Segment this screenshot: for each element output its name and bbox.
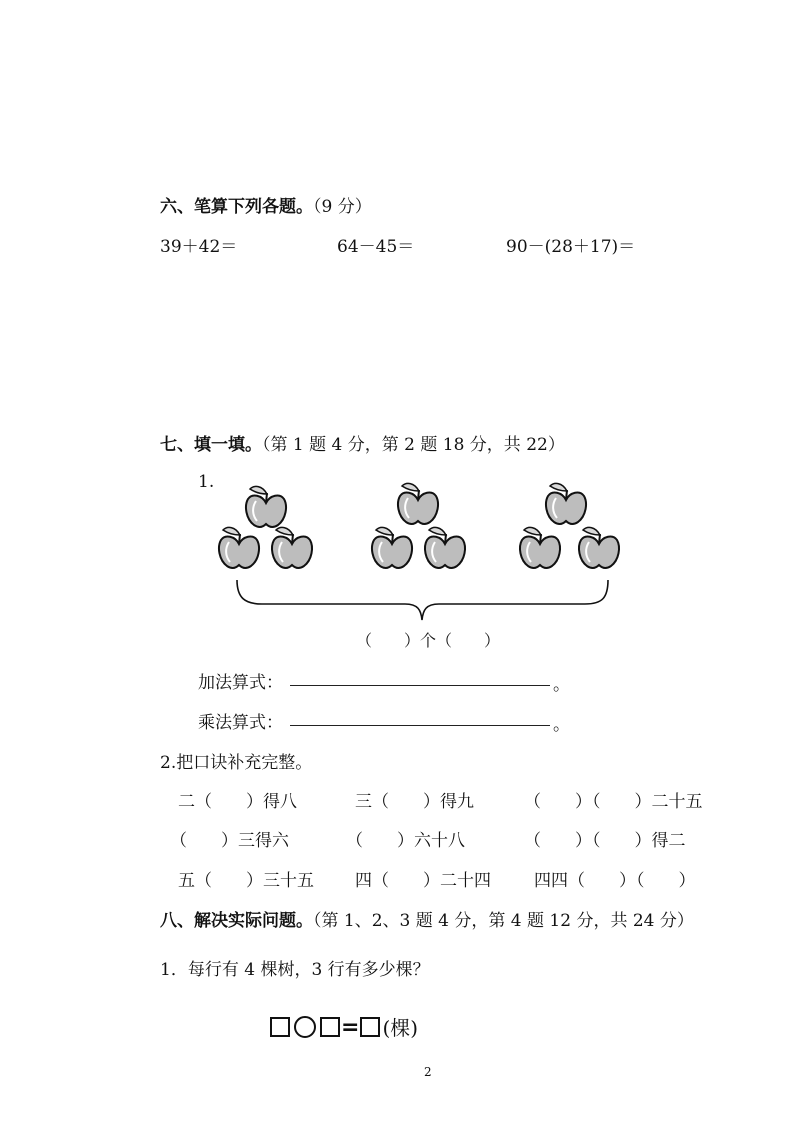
addition-label: 加法算式：: [198, 673, 283, 693]
rhyme-3-2: 四（ ）二十四: [355, 871, 491, 891]
problem-1: 39＋42＝: [160, 237, 238, 257]
problem-2: 64－45＝: [337, 237, 415, 257]
multiplication-label: 乘法算式：: [198, 713, 283, 733]
multiplication-period: 。: [553, 715, 570, 735]
multiplication-answer-line[interactable]: [290, 725, 550, 726]
addition-answer-line[interactable]: [290, 685, 550, 686]
equation-template: [270, 1012, 418, 1041]
section-8-score: （第 1、2、3 题 4 分，第 4 题 12 分，共 24 分）: [313, 911, 694, 931]
q7-2-title: 2.把口诀补充完整。: [160, 753, 313, 773]
rhyme-2-3: （ ）（ ）得二: [524, 831, 686, 851]
operator-circle[interactable]: [294, 1016, 316, 1038]
section-7-score: （第 1 题 4 分，第 2 题 18 分，共 22）: [262, 435, 565, 455]
apple-group-2: [372, 483, 465, 568]
rhyme-2-1: （ ）三得六: [170, 831, 289, 851]
addition-period: 。: [553, 675, 570, 695]
apples-illustration: [200, 462, 630, 622]
page-number: 2: [424, 1065, 432, 1079]
section-8-title: 八、解决实际问题。: [160, 911, 313, 931]
rhyme-1-3: （ ）（ ）二十五: [524, 792, 703, 812]
q8-1-text: 1．每行有 4 棵树，3 行有多少棵？: [160, 960, 430, 980]
unit-label: (棵): [382, 1016, 419, 1040]
section-6-title: 六、笔算下列各题。: [160, 197, 313, 217]
section-8-heading: [160, 906, 694, 931]
section-7-title: 七、填一填。: [160, 435, 262, 455]
rhyme-3-1: 五（ ）三十五: [178, 871, 314, 891]
equals-sign: =: [341, 1015, 360, 1040]
rhyme-2-2: （ ）六十八: [346, 831, 465, 851]
apple-group-3: [520, 483, 619, 568]
rhyme-3-3: 四四（ ）（ ）: [534, 871, 696, 891]
section-7-heading: [160, 430, 565, 455]
apple-group-1: [219, 486, 312, 568]
section-6-score: （9 分）: [313, 197, 372, 217]
answer-box-1[interactable]: [270, 1017, 290, 1037]
q7-1-number: 1.: [198, 472, 215, 492]
rhyme-1-1: 二（ ）得八: [178, 792, 297, 812]
brace-answer-blank: （ ）个（ ）: [356, 631, 501, 650]
rhyme-1-2: 三（ ）得九: [355, 792, 474, 812]
curly-brace: [237, 580, 608, 620]
answer-box-3[interactable]: [360, 1017, 380, 1037]
problem-3: 90－(28＋17)＝: [506, 237, 636, 257]
section-6-heading: [160, 192, 372, 217]
answer-box-2[interactable]: [320, 1017, 340, 1037]
